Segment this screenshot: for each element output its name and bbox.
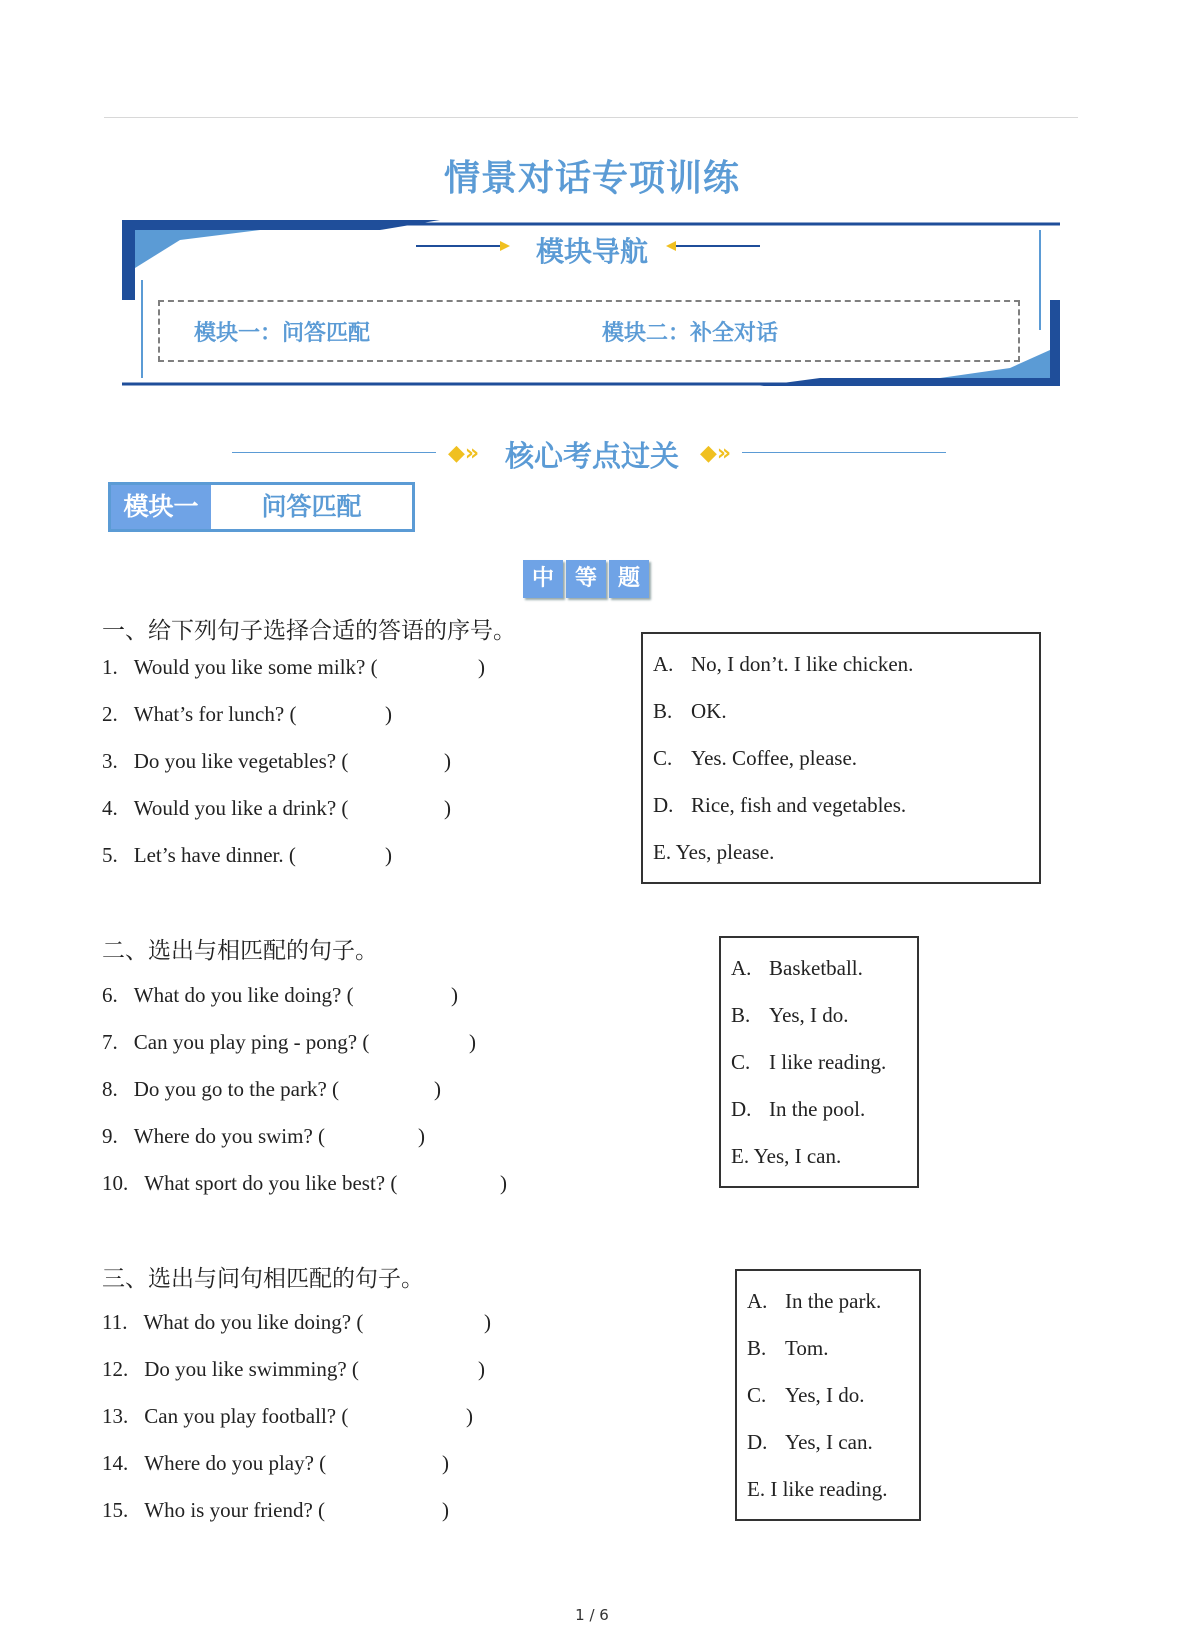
question-number: 7. <box>102 1030 118 1054</box>
question-number: 5. <box>102 843 118 867</box>
answer-blank-8[interactable]: ) <box>434 1077 441 1101</box>
answer-blank-2[interactable]: ) <box>385 702 392 726</box>
question-number: 10. <box>102 1171 129 1195</box>
question-3 <box>102 749 348 774</box>
answer-blank-9[interactable]: ) <box>418 1124 425 1148</box>
question-number: 6. <box>102 983 118 1007</box>
question-8 <box>102 1077 339 1102</box>
difficulty-badge <box>523 560 649 598</box>
question-text: Do you go to the park? ( <box>133 1077 340 1101</box>
question-10 <box>102 1171 397 1196</box>
question-number: 13. <box>102 1404 129 1428</box>
question-text: Where do you play? ( <box>144 1451 327 1475</box>
page-number: 1 / 6 <box>575 1606 609 1624</box>
answer-blank-14[interactable]: ) <box>442 1451 449 1475</box>
nav-item-module2[interactable]: 模块二：补全对话 <box>602 320 779 346</box>
option-b: B. OK. <box>653 699 727 723</box>
question-2 <box>102 702 296 727</box>
answer-blank-5[interactable]: ) <box>385 843 392 867</box>
question-number: 15. <box>102 1498 129 1522</box>
question-text: Would you like a drink? ( <box>133 796 349 820</box>
question-11 <box>102 1310 363 1335</box>
answer-blank-7[interactable]: ) <box>469 1030 476 1054</box>
question-14 <box>102 1451 326 1476</box>
module-name: 问答匹配 <box>261 492 362 521</box>
answer-blank-10[interactable]: ) <box>500 1171 507 1195</box>
question-text: Who is your friend? ( <box>144 1498 326 1522</box>
section3-heading: 三、选出与问句相匹配的句子。 <box>102 1266 424 1292</box>
question-number: 4. <box>102 796 118 820</box>
section2-heading: 二、选出与相匹配的句子。 <box>102 938 378 964</box>
options-box-3 <box>735 1269 921 1521</box>
option-b: B. Tom. <box>747 1336 829 1360</box>
question-text: Let’s have dinner. ( <box>133 843 296 867</box>
question-number: 8. <box>102 1077 118 1101</box>
answer-blank-4[interactable]: ) <box>444 796 451 820</box>
option-c: C. Yes. Coffee, please. <box>653 746 858 770</box>
question-number: 9. <box>102 1124 118 1148</box>
option-e: E. Yes, I can. <box>731 1144 842 1168</box>
question-text: What sport do you like best? ( <box>144 1171 398 1195</box>
question-text: What do you like doing? ( <box>133 983 354 1007</box>
chevron-right-icon: ◆» <box>448 441 480 466</box>
core-line-right <box>742 452 946 453</box>
difficulty-char: 等 <box>566 560 606 598</box>
question-15 <box>102 1498 325 1523</box>
question-5 <box>102 843 296 868</box>
answer-blank-15[interactable]: ) <box>442 1498 449 1522</box>
options-box-2 <box>719 936 919 1188</box>
option-e: E. I like reading. <box>747 1477 888 1501</box>
nav-title: 模块导航 <box>535 235 648 268</box>
section1-heading: 一、给下列句子选择合适的答语的序号。 <box>102 618 516 644</box>
question-text: Where do you swim? ( <box>133 1124 326 1148</box>
question-1 <box>102 655 378 680</box>
answer-blank-11[interactable]: ) <box>484 1310 491 1334</box>
answer-blank-1[interactable]: ) <box>478 655 485 679</box>
question-text: Do you like vegetables? ( <box>133 749 349 773</box>
question-number: 1. <box>102 655 118 679</box>
option-b: B. Yes, I do. <box>731 1003 849 1027</box>
option-c: C. I like reading. <box>731 1050 887 1074</box>
question-text: What do you like doing? ( <box>143 1310 364 1334</box>
question-number: 11. <box>102 1310 128 1334</box>
question-number: 2. <box>102 702 118 726</box>
question-text: Do you like swimming? ( <box>144 1357 359 1381</box>
core-title: 核心考点过关 <box>504 439 679 473</box>
option-e: E. Yes, please. <box>653 840 775 864</box>
option-a: A. In the park. <box>747 1289 882 1313</box>
option-a: A. Basketball. <box>731 956 863 980</box>
option-d: D. Yes, I can. <box>747 1430 873 1454</box>
nav-item-module1[interactable]: 模块一：问答匹配 <box>194 320 371 346</box>
option-d: D. In the pool. <box>731 1097 866 1121</box>
question-text: Can you play football? ( <box>144 1404 349 1428</box>
option-a: A. No, I don’t. I like chicken. <box>653 652 914 676</box>
question-13 <box>102 1404 348 1429</box>
question-6 <box>102 983 354 1008</box>
answer-blank-13[interactable]: ) <box>466 1404 473 1428</box>
difficulty-char: 中 <box>523 560 563 598</box>
option-c: C. Yes, I do. <box>747 1383 865 1407</box>
page-title: 情景对话专项训练 <box>443 157 740 199</box>
question-number: 12. <box>102 1357 129 1381</box>
question-text: What’s for lunch? ( <box>133 702 297 726</box>
question-number: 14. <box>102 1451 129 1475</box>
module-tab <box>108 482 415 532</box>
question-12 <box>102 1357 359 1382</box>
answer-blank-3[interactable]: ) <box>444 749 451 773</box>
question-9 <box>102 1124 325 1149</box>
chevron-right-icon: ◆» <box>700 441 732 466</box>
question-7 <box>102 1030 369 1055</box>
options-box-1 <box>641 632 1041 884</box>
question-text: Can you play ping - pong? ( <box>133 1030 370 1054</box>
difficulty-char: 题 <box>609 560 649 598</box>
question-text: Would you like some milk? ( <box>133 655 378 679</box>
question-number: 3. <box>102 749 118 773</box>
module-number: 模块一 <box>111 485 211 529</box>
answer-blank-12[interactable]: ) <box>478 1357 485 1381</box>
option-d: D. Rice, fish and vegetables. <box>653 793 907 817</box>
answer-blank-6[interactable]: ) <box>451 983 458 1007</box>
question-4 <box>102 796 348 821</box>
